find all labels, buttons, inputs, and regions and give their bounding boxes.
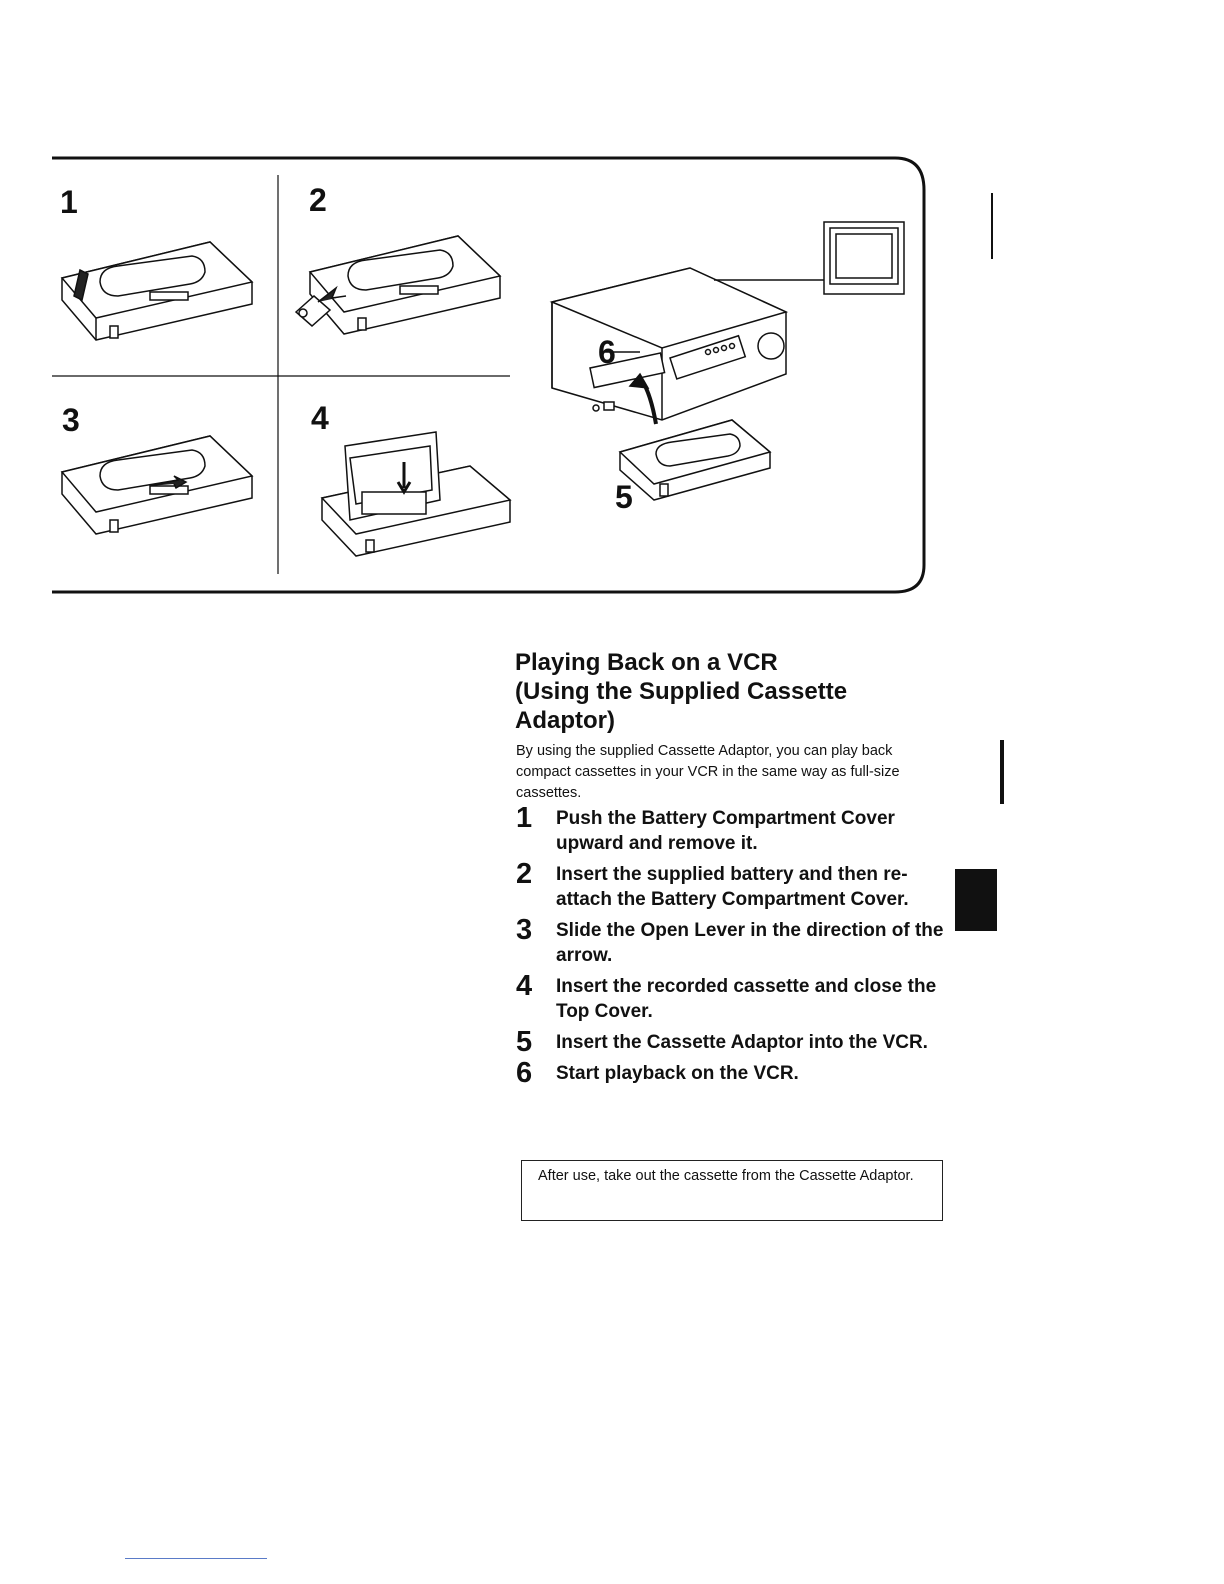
step-text: Insert the recorded cassette and close the Top Cover. [556, 976, 937, 1022]
illustration-drawing [0, 0, 1224, 620]
step-text: Insert the Cassette Adaptor into the VCR. [556, 1032, 928, 1053]
step-text: Push the Battery Compartment Cover upward and remove it. [556, 808, 895, 854]
cassette-adaptor-3 [62, 436, 252, 534]
step-item-1 [516, 802, 946, 856]
step-item-2 [516, 858, 946, 912]
page-title [515, 648, 915, 735]
cassette-adaptor-1 [62, 242, 252, 340]
step-number: 3 [516, 914, 533, 946]
title-line-2: (Using the Supplied Cassette [515, 678, 848, 705]
note-box: After use, take out the cassette from the Cassette Adaptor. [521, 1160, 943, 1221]
vcr-unit [552, 268, 786, 424]
footer-rule [125, 1558, 267, 1559]
step-label-1: 1 [60, 184, 78, 220]
title-line-1: Playing Back on a VCR [515, 649, 778, 676]
margin-mark-top [991, 193, 993, 259]
intro-paragraph: By using the supplied Cassette Adaptor, you can play back compact cassettes in your VCR in the same way as full-size cassettes. [516, 743, 900, 801]
step-number: 2 [516, 858, 533, 890]
step-label-3: 3 [62, 402, 80, 438]
step-number: 1 [516, 802, 533, 834]
margin-mark-middle [1000, 740, 1004, 804]
illustration-panel [0, 0, 1224, 620]
step-label-2: 2 [309, 182, 327, 218]
cassette-adaptor-2 [296, 236, 500, 334]
step-item-6 [516, 1057, 946, 1089]
step-number: 5 [516, 1026, 533, 1058]
title-line-3: Adaptor) [515, 707, 615, 734]
step-item-3 [516, 914, 946, 968]
step-label-4: 4 [311, 400, 329, 436]
step-text: Insert the supplied battery and then re-attach the Battery Compartment Cover. [556, 864, 909, 910]
step-item-5 [516, 1026, 946, 1058]
step-list [516, 802, 946, 1092]
cassette-adaptor-5 [620, 420, 770, 500]
step-label-6: 6 [598, 334, 616, 370]
step-number: 6 [516, 1057, 533, 1089]
step-number: 4 [516, 970, 533, 1002]
television [824, 222, 904, 294]
step-item-4 [516, 970, 946, 1024]
section-tab-marker [955, 869, 997, 931]
cassette-adaptor-4 [322, 432, 510, 556]
step-label-5: 5 [615, 479, 633, 515]
step-text: Slide the Open Lever in the direction of the arrow. [556, 920, 944, 966]
step-text: Start playback on the VCR. [556, 1063, 799, 1084]
